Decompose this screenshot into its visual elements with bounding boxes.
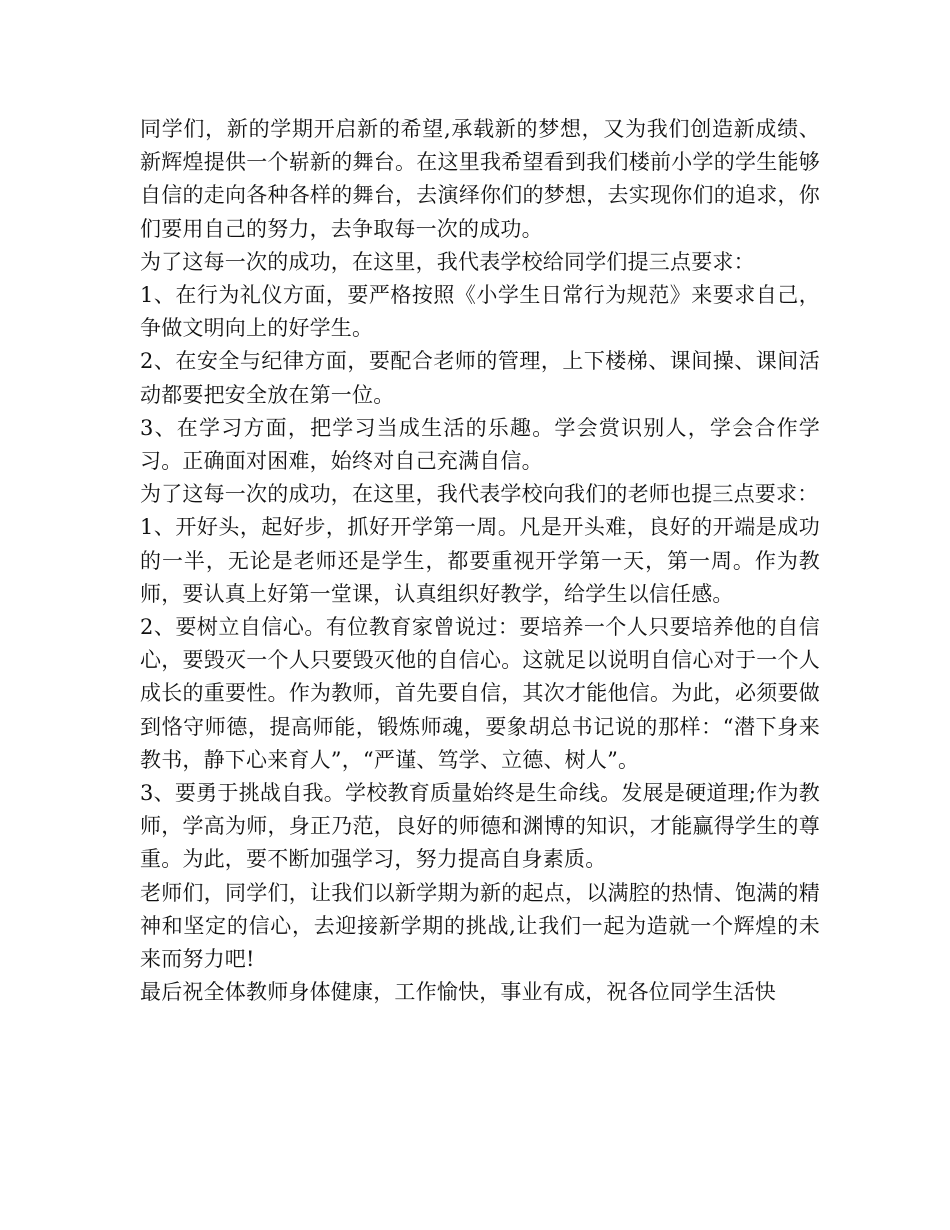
- paragraph-student-requirement-3: 3、在学习方面，把学习当成生活的乐趣。学会赏识别人，学会合作学习。正确面对困难，始终对自己充满自信。: [140, 415, 820, 474]
- paragraph-teacher-requirements-intro: 为了这每一次的成功，在这里，我代表学校向我们的老师也提三点要求：: [140, 482, 819, 507]
- paragraph-call-to-action: 老师们，同学们，让我们以新学期为新的起点，以满腔的热情、饱满的精神和坚定的信心，去迎接新学期的挑战,让我们一起为造就一个辉煌的未来而努力吧!: [140, 880, 820, 972]
- paragraph-student-requirements-intro: 为了这每一次的成功，在这里，我代表学校给同学们提三点要求：: [140, 249, 755, 274]
- paragraph-student-requirement-2: 2、在安全与纪律方面，要配合老师的管理，上下楼梯、课间操、课间活动都要把安全放在第一位。: [140, 349, 820, 407]
- paragraph-teacher-requirement-2: 2、要树立自信心。有位教育家曾说过：要培养一个人只要培养他的自信心，要毁灭一个人只要毁灭他的自信心。这就足以说明自信心对于一个人成长的重要性。作为教师，首先要自信，其次才能他信。为此，必须要做到恪守师德，提高师能，锻炼师魂，要象胡总书记说的那样：“潜下身来教书，静下心来育人”，“严谨、笃学、立德、树人”。: [140, 615, 820, 772]
- paragraph-teacher-requirement-1: 1、开好头，起好步，抓好开学第一周。凡是开头难，良好的开端是成功的一半，无论是老师还是学生，都要重视开学第一天，第一周。作为教师，要认真上好第一堂课，认真组织好教学，给学生以信任感。: [140, 515, 820, 606]
- paragraph-opening: 同学们，新的学期开启新的希望,承载新的梦想，又为我们创造新成绩、新辉煌提供一个崭新的舞台。在这里我希望看到我们楼前小学的学生能够自信的走向各种各样的舞台，去演绎你们的梦想，去实现你们的追求，你们要用自己的努力，去争取每一次的成功。: [140, 117, 820, 241]
- paragraph-teacher-requirement-3: 3、要勇于挑战自我。学校教育质量始终是生命线。发展是硬道理;作为教师，学高为师，身正乃范，良好的师德和渊博的知识，才能赢得学生的尊重。为此，要不断加强学习，努力提高自身素质。: [140, 781, 820, 872]
- paragraph-closing-wishes: 最后祝全体教师身体健康，工作愉快，事业有成，祝各位同学生活快: [140, 980, 776, 1005]
- document-body: [140, 113, 820, 1009]
- paragraph-student-requirement-1: 1、在行为礼仪方面，要严格按照《小学生日常行为规范》来要求自己，争做文明向上的好学生。: [140, 283, 820, 341]
